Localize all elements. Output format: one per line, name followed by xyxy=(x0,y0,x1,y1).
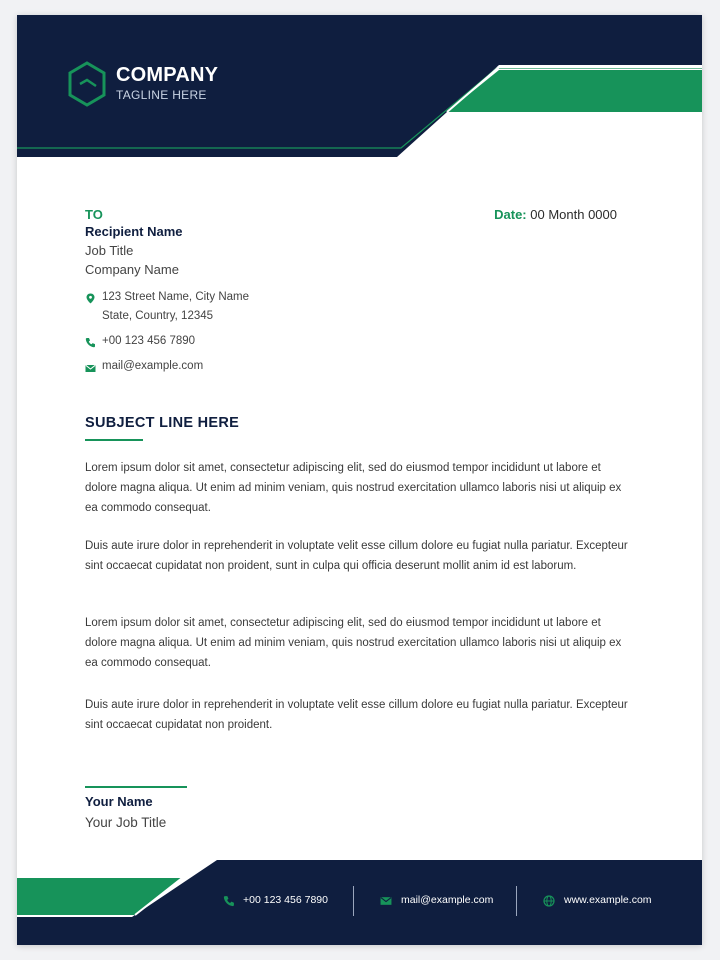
phone-number: +00 123 456 7890 xyxy=(102,335,196,347)
email-address: mail@example.com xyxy=(102,360,204,372)
footer-phone-icon xyxy=(223,895,235,907)
body-paragraph-3: Lorem ipsum dolor sit amet, consectetur adipiscing elit, sed do eiusmod tempor incididunt ut labore et dolore magna aliqua. Ut enim ad minim veniam, quis nostrud exercitation ullamco laboris nisi ut aliquip ex ea commodo consequat. xyxy=(85,617,622,669)
body-paragraph-2: Duis aute irure dolor in reprehenderit in voluptate velit esse cillum dolore eu fugiat nulla pariatur. Excepteur sint occaecat cupidatat non proident, sunt in culpa qui officia deserunt mollit anim id est laborum. xyxy=(85,540,628,572)
body-paragraph-4: Duis aute irure dolor in reprehenderit in voluptate velit esse cillum dolore eu fugiat nulla pariatur. Excepteur sint occaecat cupidatat non proident. xyxy=(85,699,628,731)
signature-line xyxy=(85,786,187,788)
footer-website: www.example.com xyxy=(564,894,652,906)
signature-title: Your Job Title xyxy=(85,815,167,830)
letterhead-page xyxy=(17,15,702,945)
recipient-company: Company Name xyxy=(85,262,179,277)
footer-email: mail@example.com xyxy=(401,894,494,906)
address-line-1: 123 Street Name, City Name xyxy=(102,291,250,303)
footer-divider xyxy=(516,886,517,916)
address-line-2: State, Country, 12345 xyxy=(102,310,214,322)
to-label: TO xyxy=(85,207,103,222)
footer-divider xyxy=(353,886,354,916)
date-value: 00 Month 0000 xyxy=(530,207,617,222)
recipient-job-title: Job Title xyxy=(85,243,134,258)
recipient-name: Recipient Name xyxy=(85,224,183,239)
subject-underline xyxy=(85,439,143,441)
signature-name: Your Name xyxy=(85,794,153,809)
body-paragraph-1: Lorem ipsum dolor sit amet, consectetur adipiscing elit, sed do eiusmod tempor incididunt ut labore et dolore magna aliqua. Ut enim ad minim veniam, quis nostrud exercitation ullamco laboris nisi ut aliquip ex ea commodo consequat. xyxy=(85,462,622,514)
hexagon-logo-icon xyxy=(66,60,108,108)
tagline: TAGLINE HERE xyxy=(116,88,207,102)
globe-icon xyxy=(543,895,555,907)
date xyxy=(494,207,617,222)
footer-phone: +00 123 456 7890 xyxy=(243,894,328,906)
date-label: Date: xyxy=(494,207,527,222)
company-name: COMPANY xyxy=(116,64,219,86)
location-pin-icon xyxy=(85,293,96,304)
footer-envelope-icon xyxy=(380,895,392,907)
envelope-icon xyxy=(85,363,96,374)
subject-line: SUBJECT LINE HERE xyxy=(85,415,240,431)
phone-icon xyxy=(85,337,96,348)
